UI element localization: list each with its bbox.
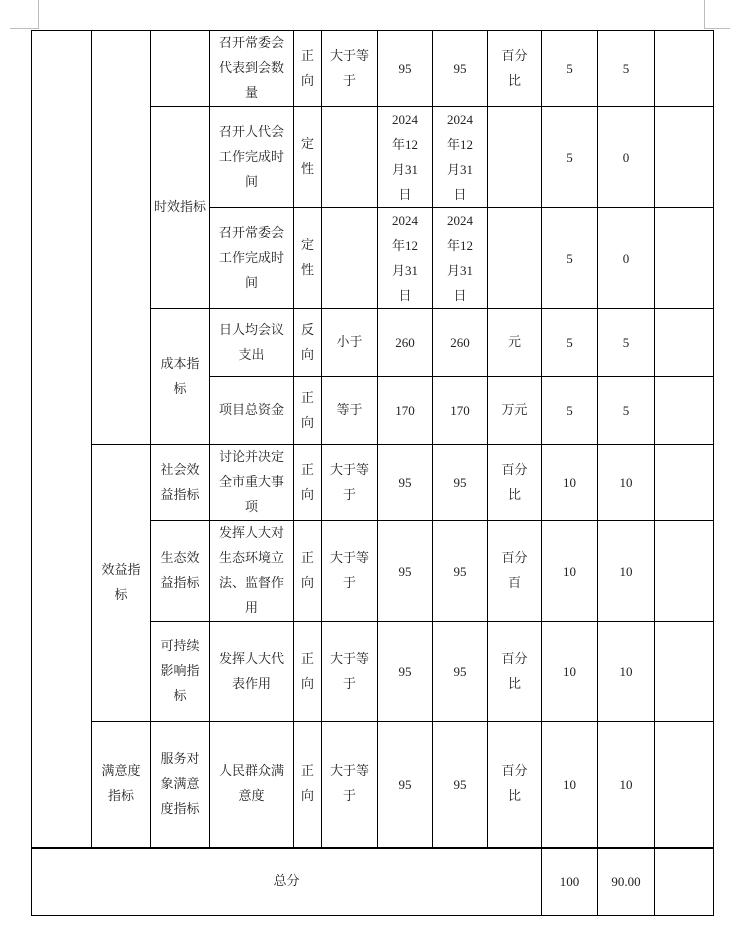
score: 5 bbox=[598, 309, 655, 377]
weight: 10 bbox=[542, 622, 598, 722]
target-value: 95 bbox=[378, 521, 433, 622]
page-corner-mark-left-vertical bbox=[38, 0, 39, 29]
comparison-operator bbox=[322, 107, 378, 208]
target-value: 2024年12月31日 bbox=[378, 107, 433, 208]
comparison-operator: 等于 bbox=[322, 377, 378, 445]
indicator-name: 发挥人大对生态环境立法、监督作用 bbox=[210, 521, 294, 622]
unit: 百分百 bbox=[488, 521, 542, 622]
unit: 百分比 bbox=[488, 445, 542, 521]
indicator-name: 召开常委会代表到会数量 bbox=[210, 31, 294, 107]
indicator-name: 讨论并决定全市重大事项 bbox=[210, 445, 294, 521]
indicator-direction: 正向 bbox=[294, 521, 322, 622]
page-corner-mark-left-horizontal bbox=[10, 28, 39, 29]
comparison-operator bbox=[322, 208, 378, 309]
unit: 百分比 bbox=[488, 722, 542, 848]
total-score: 90.00 bbox=[598, 848, 655, 916]
remarks bbox=[655, 622, 714, 722]
actual-value: 95 bbox=[433, 445, 488, 521]
unit: 元 bbox=[488, 309, 542, 377]
remarks bbox=[655, 722, 714, 848]
indicator-direction: 正向 bbox=[294, 722, 322, 848]
table-row bbox=[32, 445, 714, 521]
comparison-operator: 大于等于 bbox=[322, 622, 378, 722]
unit bbox=[488, 208, 542, 309]
actual-value: 95 bbox=[433, 521, 488, 622]
indicator-direction: 正向 bbox=[294, 445, 322, 521]
level3-cell-timeliness: 时效指标 bbox=[151, 107, 210, 309]
table-row bbox=[32, 722, 714, 848]
target-value: 170 bbox=[378, 377, 433, 445]
level3-cell-eco: 生态效益指标 bbox=[151, 521, 210, 622]
remarks bbox=[655, 208, 714, 309]
comparison-operator: 大于等于 bbox=[322, 445, 378, 521]
actual-value: 95 bbox=[433, 722, 488, 848]
weight: 10 bbox=[542, 722, 598, 848]
level3-cell-service: 服务对象满意度指标 bbox=[151, 722, 210, 848]
level3-cell-sustain: 可持续影响指标 bbox=[151, 622, 210, 722]
total-label: 总分 bbox=[32, 848, 542, 916]
indicator-name: 项目总资金 bbox=[210, 377, 294, 445]
score: 10 bbox=[598, 622, 655, 722]
level3-cell-cost: 成本指标 bbox=[151, 309, 210, 445]
table-row bbox=[32, 31, 714, 107]
total-remarks bbox=[655, 848, 714, 916]
actual-value: 2024年12月31日 bbox=[433, 107, 488, 208]
comparison-operator: 小于 bbox=[322, 309, 378, 377]
indicator-direction: 正向 bbox=[294, 377, 322, 445]
indicator-name: 人民群众满意度 bbox=[210, 722, 294, 848]
indicator-direction: 正向 bbox=[294, 622, 322, 722]
unit bbox=[488, 107, 542, 208]
score: 10 bbox=[598, 521, 655, 622]
score: 0 bbox=[598, 208, 655, 309]
indicator-name: 召开常委会工作完成时间 bbox=[210, 208, 294, 309]
target-value: 95 bbox=[378, 445, 433, 521]
level2-cell-output bbox=[92, 31, 151, 445]
target-value: 95 bbox=[378, 31, 433, 107]
actual-value: 95 bbox=[433, 622, 488, 722]
level3-cell bbox=[151, 31, 210, 107]
target-value: 95 bbox=[378, 722, 433, 848]
target-value: 260 bbox=[378, 309, 433, 377]
actual-value: 95 bbox=[433, 31, 488, 107]
comparison-operator: 大于等于 bbox=[322, 722, 378, 848]
score: 5 bbox=[598, 377, 655, 445]
actual-value: 170 bbox=[433, 377, 488, 445]
unit: 万元 bbox=[488, 377, 542, 445]
indicator-name: 日人均会议支出 bbox=[210, 309, 294, 377]
indicator-direction: 反向 bbox=[294, 309, 322, 377]
indicator-name: 召开人代会工作完成时间 bbox=[210, 107, 294, 208]
remarks bbox=[655, 309, 714, 377]
weight: 5 bbox=[542, 377, 598, 445]
target-value: 95 bbox=[378, 622, 433, 722]
total-row bbox=[32, 848, 714, 916]
indicator-direction: 正向 bbox=[294, 31, 322, 107]
comparison-operator: 大于等于 bbox=[322, 521, 378, 622]
remarks bbox=[655, 377, 714, 445]
weight: 5 bbox=[542, 107, 598, 208]
indicator-direction: 定性 bbox=[294, 107, 322, 208]
remarks bbox=[655, 521, 714, 622]
score: 0 bbox=[598, 107, 655, 208]
unit: 百分比 bbox=[488, 622, 542, 722]
weight: 5 bbox=[542, 208, 598, 309]
total-weight: 100 bbox=[542, 848, 598, 916]
level2-cell-effect: 效益指标 bbox=[92, 445, 151, 722]
actual-value: 2024年12月31日 bbox=[433, 208, 488, 309]
performance-indicator-table bbox=[31, 30, 714, 916]
page-corner-mark-right-horizontal bbox=[704, 28, 730, 29]
level1-cell bbox=[32, 31, 92, 848]
comparison-operator: 大于等于 bbox=[322, 31, 378, 107]
weight: 10 bbox=[542, 521, 598, 622]
level2-cell-satisfaction: 满意度指标 bbox=[92, 722, 151, 848]
score: 5 bbox=[598, 31, 655, 107]
score: 10 bbox=[598, 722, 655, 848]
level3-cell-social: 社会效益指标 bbox=[151, 445, 210, 521]
indicator-name: 发挥人大代表作用 bbox=[210, 622, 294, 722]
page-corner-mark-right-vertical bbox=[704, 0, 705, 29]
score: 10 bbox=[598, 445, 655, 521]
remarks bbox=[655, 107, 714, 208]
remarks bbox=[655, 445, 714, 521]
weight: 10 bbox=[542, 445, 598, 521]
unit: 百分比 bbox=[488, 31, 542, 107]
remarks bbox=[655, 31, 714, 107]
target-value: 2024年12月31日 bbox=[378, 208, 433, 309]
indicator-direction: 定性 bbox=[294, 208, 322, 309]
weight: 5 bbox=[542, 31, 598, 107]
weight: 5 bbox=[542, 309, 598, 377]
actual-value: 260 bbox=[433, 309, 488, 377]
